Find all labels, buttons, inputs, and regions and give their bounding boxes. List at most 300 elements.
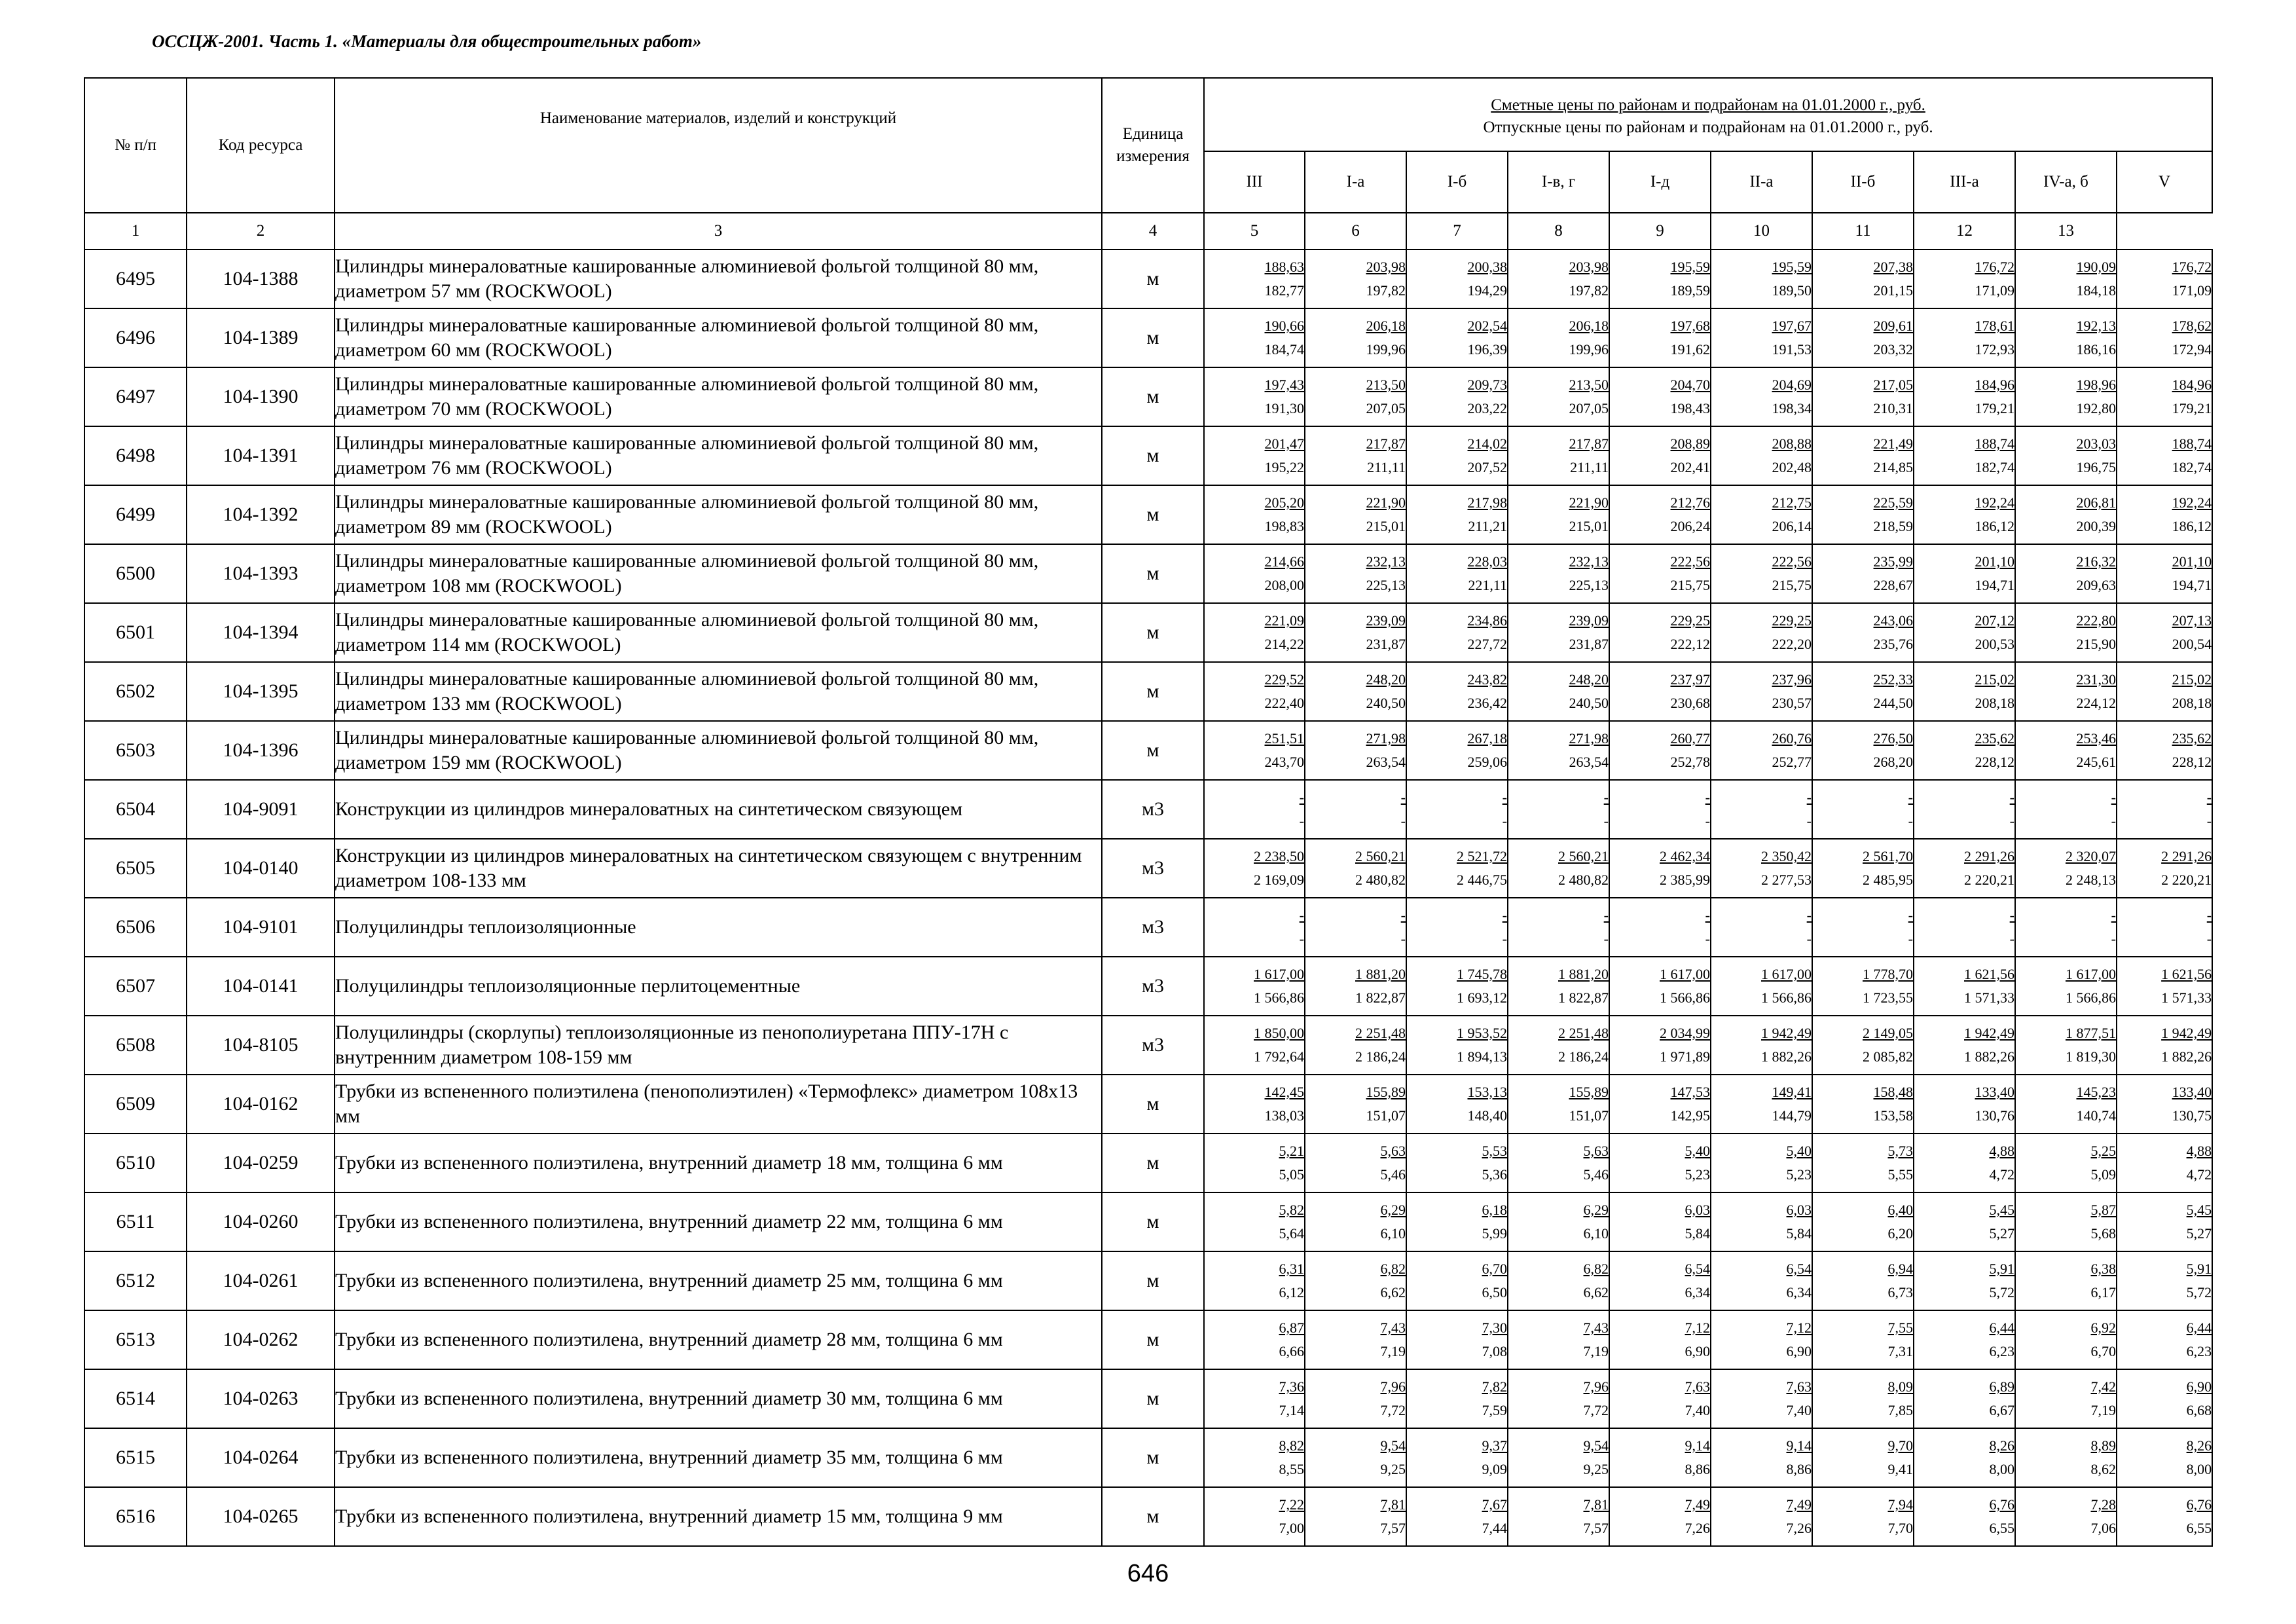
release-price: 189,50 <box>1772 282 1812 299</box>
release-price: 179,21 <box>2172 400 2212 416</box>
estimated-price: 2 560,21 <box>1355 848 1406 864</box>
release-price: 197,82 <box>1366 282 1406 299</box>
price-cell <box>1204 485 1305 544</box>
release-price: 2 220,21 <box>1964 872 2014 888</box>
release-price: 208,18 <box>1975 695 2014 711</box>
price-cell <box>2015 1075 2117 1134</box>
estimated-price: - <box>1502 907 1507 923</box>
row-number: 6509 <box>84 1075 187 1134</box>
release-price: 203,22 <box>1467 400 1507 416</box>
column-number: 3 <box>335 213 1102 249</box>
table-row <box>84 603 2212 662</box>
estimated-price: 222,56 <box>1772 553 1812 570</box>
price-cell <box>1305 308 1406 367</box>
release-price: 2 220,21 <box>2161 872 2212 888</box>
price-cell <box>1305 1192 1406 1251</box>
release-price: 9,09 <box>1482 1461 1507 1477</box>
release-price: 201,15 <box>1873 282 1913 299</box>
price-cell <box>1812 367 1914 426</box>
price-cell <box>1812 485 1914 544</box>
unit-of-measure: м <box>1102 1075 1204 1134</box>
estimated-price: 5,40 <box>1786 1143 1812 1159</box>
estimated-price: 147,53 <box>1670 1084 1710 1100</box>
release-price: 199,96 <box>1366 341 1406 358</box>
region-header: I-д <box>1609 151 1711 213</box>
release-price: 148,40 <box>1467 1107 1507 1124</box>
price-cell <box>1812 1251 1914 1310</box>
estimated-price: - <box>1806 907 1812 923</box>
release-price: 5,05 <box>1279 1166 1304 1183</box>
price-cell <box>1812 780 1914 839</box>
estimated-price: - <box>1400 907 1406 923</box>
release-price: 200,53 <box>1975 636 2014 652</box>
release-price: - <box>2206 931 2212 947</box>
estimated-price: 2 251,48 <box>1558 1025 1609 1041</box>
price-cell <box>1406 249 1508 308</box>
material-name: Цилиндры минераловатные кашированные алюминиевой фольгой толщиной 80 мм, диаметром 70 мм (ROCKWOOL) <box>335 367 1102 426</box>
price-cell <box>1812 898 1914 957</box>
estimated-price: 1 881,20 <box>1355 966 1406 982</box>
unit-of-measure: м3 <box>1102 780 1204 839</box>
release-price: 5,72 <box>1989 1284 2014 1301</box>
release-price: 1 822,87 <box>1558 989 1609 1006</box>
release-price: 7,40 <box>1786 1402 1812 1418</box>
release-price: 5,23 <box>1685 1166 1710 1183</box>
release-price: 214,85 <box>1873 459 1913 475</box>
material-name: Трубки из вспененного полиэтилена (пенополиэтилен) «Термофлекс» диаметром 108х13 мм <box>335 1075 1102 1134</box>
region-header: II-а <box>1711 151 1812 213</box>
estimated-price: 222,80 <box>2076 612 2116 629</box>
estimated-price: - <box>2111 907 2116 923</box>
estimated-price: 5,63 <box>1380 1143 1406 1159</box>
estimated-price: 213,50 <box>1569 377 1609 393</box>
row-number: 6511 <box>84 1192 187 1251</box>
document-header: ОССЦЖ-2001. Часть 1. «Материалы для общестроительных работ» <box>152 31 702 51</box>
release-price: 203,32 <box>1873 341 1913 358</box>
price-cell <box>1305 721 1406 780</box>
release-price: 8,00 <box>1989 1461 2014 1477</box>
estimated-price: - <box>1705 907 1710 923</box>
col-header-name: Наименование материалов, изделий и конструкций <box>335 78 1102 213</box>
release-price: 1 882,26 <box>1964 1048 2014 1065</box>
price-cell <box>1812 662 1914 721</box>
release-price: 1 693,12 <box>1457 989 1507 1006</box>
release-price: - <box>1603 813 1609 829</box>
estimated-price: 1 621,56 <box>1964 966 2014 982</box>
estimated-price: 7,55 <box>1887 1320 1913 1336</box>
price-cell <box>1914 1428 2015 1487</box>
price-cell <box>1914 603 2015 662</box>
release-price: 7,72 <box>1583 1402 1609 1418</box>
estimated-price: 200,38 <box>1467 259 1507 275</box>
column-number: 12 <box>1914 213 2015 249</box>
price-cell <box>1305 367 1406 426</box>
price-cell <box>1508 1487 1609 1546</box>
release-price: 7,59 <box>1482 1402 1507 1418</box>
price-cell <box>1204 839 1305 898</box>
price-cell <box>1204 249 1305 308</box>
price-cell <box>2117 1310 2212 1369</box>
row-number: 6497 <box>84 367 187 426</box>
release-price: 172,93 <box>1975 341 2014 358</box>
price-cell <box>1609 898 1711 957</box>
estimated-price: 192,24 <box>1975 494 2014 511</box>
price-cell <box>1508 1075 1609 1134</box>
price-cell <box>1204 1487 1305 1546</box>
estimated-price: 207,38 <box>1873 259 1913 275</box>
row-number: 6496 <box>84 308 187 367</box>
table-row <box>84 1075 2212 1134</box>
price-cell <box>1305 485 1406 544</box>
estimated-price: 145,23 <box>2076 1084 2116 1100</box>
release-price: 240,50 <box>1569 695 1609 711</box>
price-cell <box>1812 426 1914 485</box>
price-cell <box>2117 898 2212 957</box>
release-price: 1 566,86 <box>1660 989 1710 1006</box>
price-cell <box>1711 1075 1812 1134</box>
price-cell <box>1508 1369 1609 1428</box>
estimated-price: 1 953,52 <box>1457 1025 1507 1041</box>
price-cell <box>1609 1251 1711 1310</box>
column-number: 1 <box>84 213 187 249</box>
estimated-price: 7,49 <box>1685 1496 1710 1513</box>
unit-of-measure: м <box>1102 1487 1204 1546</box>
release-price: 8,00 <box>2186 1461 2212 1477</box>
release-price: 1 882,26 <box>1761 1048 1812 1065</box>
estimated-price: - <box>1908 789 1913 805</box>
price-cell <box>2015 485 2117 544</box>
release-price: - <box>2111 813 2116 829</box>
release-price: 5,23 <box>1786 1166 1812 1183</box>
release-price: 1 819,30 <box>2066 1048 2116 1065</box>
estimated-price: 6,89 <box>1989 1378 2014 1395</box>
column-number: 9 <box>1609 213 1711 249</box>
table-row <box>84 426 2212 485</box>
release-price: 6,17 <box>2090 1284 2116 1301</box>
release-price: 7,85 <box>1887 1402 1913 1418</box>
price-cell <box>1406 662 1508 721</box>
release-price: 224,12 <box>2076 695 2116 711</box>
price-cell <box>1406 839 1508 898</box>
price-cell <box>1711 1251 1812 1310</box>
release-price: 1 571,33 <box>1964 989 2014 1006</box>
price-cell <box>1711 308 1812 367</box>
resource-code: 104-0265 <box>187 1487 335 1546</box>
release-price: 202,48 <box>1772 459 1812 475</box>
price-cell <box>1812 603 1914 662</box>
release-price: 222,40 <box>1264 695 1304 711</box>
release-price: 228,67 <box>1873 577 1913 593</box>
price-cell <box>1711 249 1812 308</box>
page-number: 646 <box>1127 1560 1169 1587</box>
estimated-price: 5,73 <box>1887 1143 1913 1159</box>
column-number: 2 <box>187 213 335 249</box>
price-cell <box>1812 544 1914 603</box>
unit-of-measure: м <box>1102 544 1204 603</box>
estimated-price: 9,54 <box>1380 1437 1406 1454</box>
release-price: 1 822,87 <box>1355 989 1406 1006</box>
price-cell <box>1508 957 1609 1016</box>
estimated-price: 235,62 <box>2172 730 2212 747</box>
price-cell <box>1609 249 1711 308</box>
price-cell <box>1914 957 2015 1016</box>
table-row <box>84 1310 2212 1369</box>
price-cell <box>1305 1134 1406 1192</box>
release-price: 179,21 <box>1975 400 2014 416</box>
price-cell <box>1609 1134 1711 1192</box>
price-cell <box>1406 308 1508 367</box>
estimated-price: 204,70 <box>1670 377 1710 393</box>
estimated-price: 234,86 <box>1467 612 1507 629</box>
column-number: 4 <box>1102 213 1204 249</box>
table-row <box>84 1251 2212 1310</box>
price-cell <box>1711 1134 1812 1192</box>
release-price: 1 894,13 <box>1457 1048 1507 1065</box>
estimated-price: 142,45 <box>1264 1084 1304 1100</box>
unit-of-measure: м <box>1102 1428 1204 1487</box>
release-price: 1 566,86 <box>1254 989 1304 1006</box>
col-header-code: Код ресурса <box>187 78 335 213</box>
release-price: 5,27 <box>1989 1225 2014 1242</box>
price-cell <box>1305 1075 1406 1134</box>
price-cell <box>1204 957 1305 1016</box>
unit-of-measure: м <box>1102 1134 1204 1192</box>
release-price: 222,12 <box>1670 636 1710 652</box>
price-cell <box>1204 721 1305 780</box>
price-cell <box>1609 1428 1711 1487</box>
estimated-price: 2 462,34 <box>1660 848 1710 864</box>
price-cell <box>1204 898 1305 957</box>
estimated-price: 6,29 <box>1583 1202 1609 1218</box>
release-price: 171,09 <box>1975 282 2014 299</box>
unit-of-measure: м <box>1102 1192 1204 1251</box>
release-price: 6,67 <box>1989 1402 2014 1418</box>
price-cell <box>1508 1310 1609 1369</box>
release-price: 225,13 <box>1569 577 1609 593</box>
price-cell <box>2015 839 2117 898</box>
release-price: 1 882,26 <box>2161 1048 2212 1065</box>
estimated-price: 229,52 <box>1264 671 1304 688</box>
estimated-price: 5,45 <box>1989 1202 2014 1218</box>
release-price: 259,06 <box>1467 754 1507 770</box>
estimated-price: - <box>1502 789 1507 805</box>
price-cell <box>1914 367 2015 426</box>
price-cell <box>2117 1134 2212 1192</box>
estimated-price: 221,90 <box>1569 494 1609 511</box>
release-price: 6,66 <box>1279 1343 1304 1359</box>
price-cell <box>1711 780 1812 839</box>
release-price: 6,12 <box>1279 1284 1304 1301</box>
material-name: Конструкции из цилиндров минераловатных на синтетическом связующем <box>335 780 1102 839</box>
estimated-price: 221,90 <box>1366 494 1406 511</box>
price-cell <box>1305 839 1406 898</box>
estimated-price: 9,14 <box>1685 1437 1710 1454</box>
estimated-price: 232,13 <box>1569 553 1609 570</box>
resource-code: 104-1388 <box>187 249 335 308</box>
estimated-price: 217,98 <box>1467 494 1507 511</box>
estimated-price: 9,54 <box>1583 1437 1609 1454</box>
estimated-price: 153,13 <box>1467 1084 1507 1100</box>
estimated-price: 5,91 <box>2186 1261 2212 1277</box>
estimated-price: 214,66 <box>1264 553 1304 570</box>
price-cell <box>1609 1075 1711 1134</box>
release-price: 5,36 <box>1482 1166 1507 1183</box>
estimated-price: - <box>1299 789 1304 805</box>
release-price: 191,30 <box>1264 400 1304 416</box>
release-price: - <box>1603 931 1609 947</box>
estimated-price: 202,54 <box>1467 318 1507 334</box>
estimated-price: 215,02 <box>2172 671 2212 688</box>
release-price: 6,10 <box>1380 1225 1406 1242</box>
release-price: 6,23 <box>2186 1343 2212 1359</box>
estimated-price: 1 617,00 <box>1254 966 1304 982</box>
release-price: 153,58 <box>1873 1107 1913 1124</box>
estimated-price: 5,40 <box>1685 1143 1710 1159</box>
material-name: Цилиндры минераловатные кашированные алюминиевой фольгой толщиной 80 мм, диаметром 89 мм (ROCKWOOL) <box>335 485 1102 544</box>
release-price: 222,20 <box>1772 636 1812 652</box>
estimated-price: 192,13 <box>2076 318 2116 334</box>
column-number-row <box>84 213 2212 249</box>
release-price: 198,43 <box>1670 400 1710 416</box>
estimated-price: 207,12 <box>1975 612 2014 629</box>
price-cell <box>1914 1016 2015 1075</box>
release-price: - <box>1502 931 1507 947</box>
price-cell <box>2117 1016 2212 1075</box>
release-price: 2 480,82 <box>1355 872 1406 888</box>
table-row <box>84 249 2212 308</box>
price-cell <box>2117 839 2212 898</box>
estimated-price: 184,96 <box>1975 377 2014 393</box>
column-number: 6 <box>1305 213 1406 249</box>
release-price: 196,75 <box>2076 459 2116 475</box>
price-cell <box>1711 1310 1812 1369</box>
estimated-price: 6,38 <box>2090 1261 2116 1277</box>
price-cell <box>1609 1192 1711 1251</box>
release-price: 5,09 <box>2090 1166 2116 1183</box>
row-number: 6495 <box>84 249 187 308</box>
estimated-price: 2 238,50 <box>1254 848 1304 864</box>
estimated-price: 2 149,05 <box>1863 1025 1913 1041</box>
price-cell <box>1204 1134 1305 1192</box>
resource-code: 104-1394 <box>187 603 335 662</box>
price-cell <box>1914 721 2015 780</box>
estimated-price: 7,63 <box>1685 1378 1710 1395</box>
price-cell <box>1204 662 1305 721</box>
price-cell <box>1609 957 1711 1016</box>
estimated-price: 217,05 <box>1873 377 1913 393</box>
column-number: 10 <box>1711 213 1812 249</box>
price-cell <box>1508 367 1609 426</box>
resource-code: 104-1392 <box>187 485 335 544</box>
price-cell <box>1406 1075 1508 1134</box>
estimated-price: 6,54 <box>1685 1261 1710 1277</box>
estimated-price: 155,89 <box>1569 1084 1609 1100</box>
release-price: 7,06 <box>2090 1520 2116 1536</box>
release-price: 7,19 <box>1583 1343 1609 1359</box>
resource-code: 104-1390 <box>187 367 335 426</box>
release-price: 186,12 <box>1975 518 2014 534</box>
release-price: 198,83 <box>1264 518 1304 534</box>
price-cell <box>1914 308 2015 367</box>
estimated-price: 6,90 <box>2186 1378 2212 1395</box>
price-cell <box>2015 1016 2117 1075</box>
release-price: 244,50 <box>1873 695 1913 711</box>
estimated-price: 203,98 <box>1569 259 1609 275</box>
price-cell <box>1406 544 1508 603</box>
price-cell <box>1508 426 1609 485</box>
release-price: 6,23 <box>1989 1343 2014 1359</box>
estimated-price: 5,21 <box>1279 1143 1304 1159</box>
estimated-price: - <box>1705 789 1710 805</box>
release-price: 2 186,24 <box>1558 1048 1609 1065</box>
row-number: 6502 <box>84 662 187 721</box>
table-row <box>84 1428 2212 1487</box>
price-cell <box>1812 839 1914 898</box>
estimated-price: 176,72 <box>2172 259 2212 275</box>
price-cell <box>1406 1192 1508 1251</box>
price-cell <box>1609 308 1711 367</box>
estimated-price: 8,26 <box>2186 1437 2212 1454</box>
price-cell <box>1711 1016 1812 1075</box>
price-cell <box>1711 485 1812 544</box>
release-price: 263,54 <box>1569 754 1609 770</box>
release-price: 215,75 <box>1670 577 1710 593</box>
price-cell <box>2015 426 2117 485</box>
estimated-price: 212,76 <box>1670 494 1710 511</box>
estimated-price: 205,20 <box>1264 494 1304 511</box>
estimated-price: 6,76 <box>2186 1496 2212 1513</box>
price-cell <box>1914 1251 2015 1310</box>
region-header: II-б <box>1812 151 1914 213</box>
estimated-price: 201,10 <box>2172 553 2212 570</box>
release-price: 211,11 <box>1570 459 1609 475</box>
price-cell <box>1812 249 1914 308</box>
resource-code: 104-0140 <box>187 839 335 898</box>
estimated-price: 267,18 <box>1467 730 1507 747</box>
row-number: 6505 <box>84 839 187 898</box>
release-price: 171,09 <box>2172 282 2212 299</box>
estimated-price: 198,96 <box>2076 377 2116 393</box>
estimated-price: 2 320,07 <box>2066 848 2116 864</box>
price-cell <box>1406 957 1508 1016</box>
release-price: 1 723,55 <box>1863 989 1913 1006</box>
prices-release-label: Отпускные цены по районам и подрайонам на 01.01.2000 г., руб. <box>1483 118 1933 136</box>
release-price: 6,90 <box>1685 1343 1710 1359</box>
price-cell <box>1305 957 1406 1016</box>
estimated-price: 6,44 <box>1989 1320 2014 1336</box>
release-price: 7,31 <box>1887 1343 1913 1359</box>
estimated-price: 5,91 <box>1989 1261 2014 1277</box>
price-cell <box>2117 249 2212 308</box>
price-cell <box>1711 1428 1812 1487</box>
price-cell <box>1204 1251 1305 1310</box>
estimated-price: 2 350,42 <box>1761 848 1812 864</box>
release-price: 215,01 <box>1569 518 1609 534</box>
estimated-price: 7,81 <box>1380 1496 1406 1513</box>
release-price: 6,20 <box>1887 1225 1913 1242</box>
price-cell <box>1305 1428 1406 1487</box>
price-cell <box>1914 1192 2015 1251</box>
resource-code: 104-0259 <box>187 1134 335 1192</box>
estimated-price: 206,18 <box>1366 318 1406 334</box>
release-price: 231,87 <box>1366 636 1406 652</box>
price-cell <box>1508 544 1609 603</box>
release-price: 2 248,13 <box>2066 872 2116 888</box>
release-price: - <box>1705 931 1710 947</box>
release-price: 225,13 <box>1366 577 1406 593</box>
release-price: 5,46 <box>1583 1166 1609 1183</box>
estimated-price: 7,82 <box>1482 1378 1507 1395</box>
